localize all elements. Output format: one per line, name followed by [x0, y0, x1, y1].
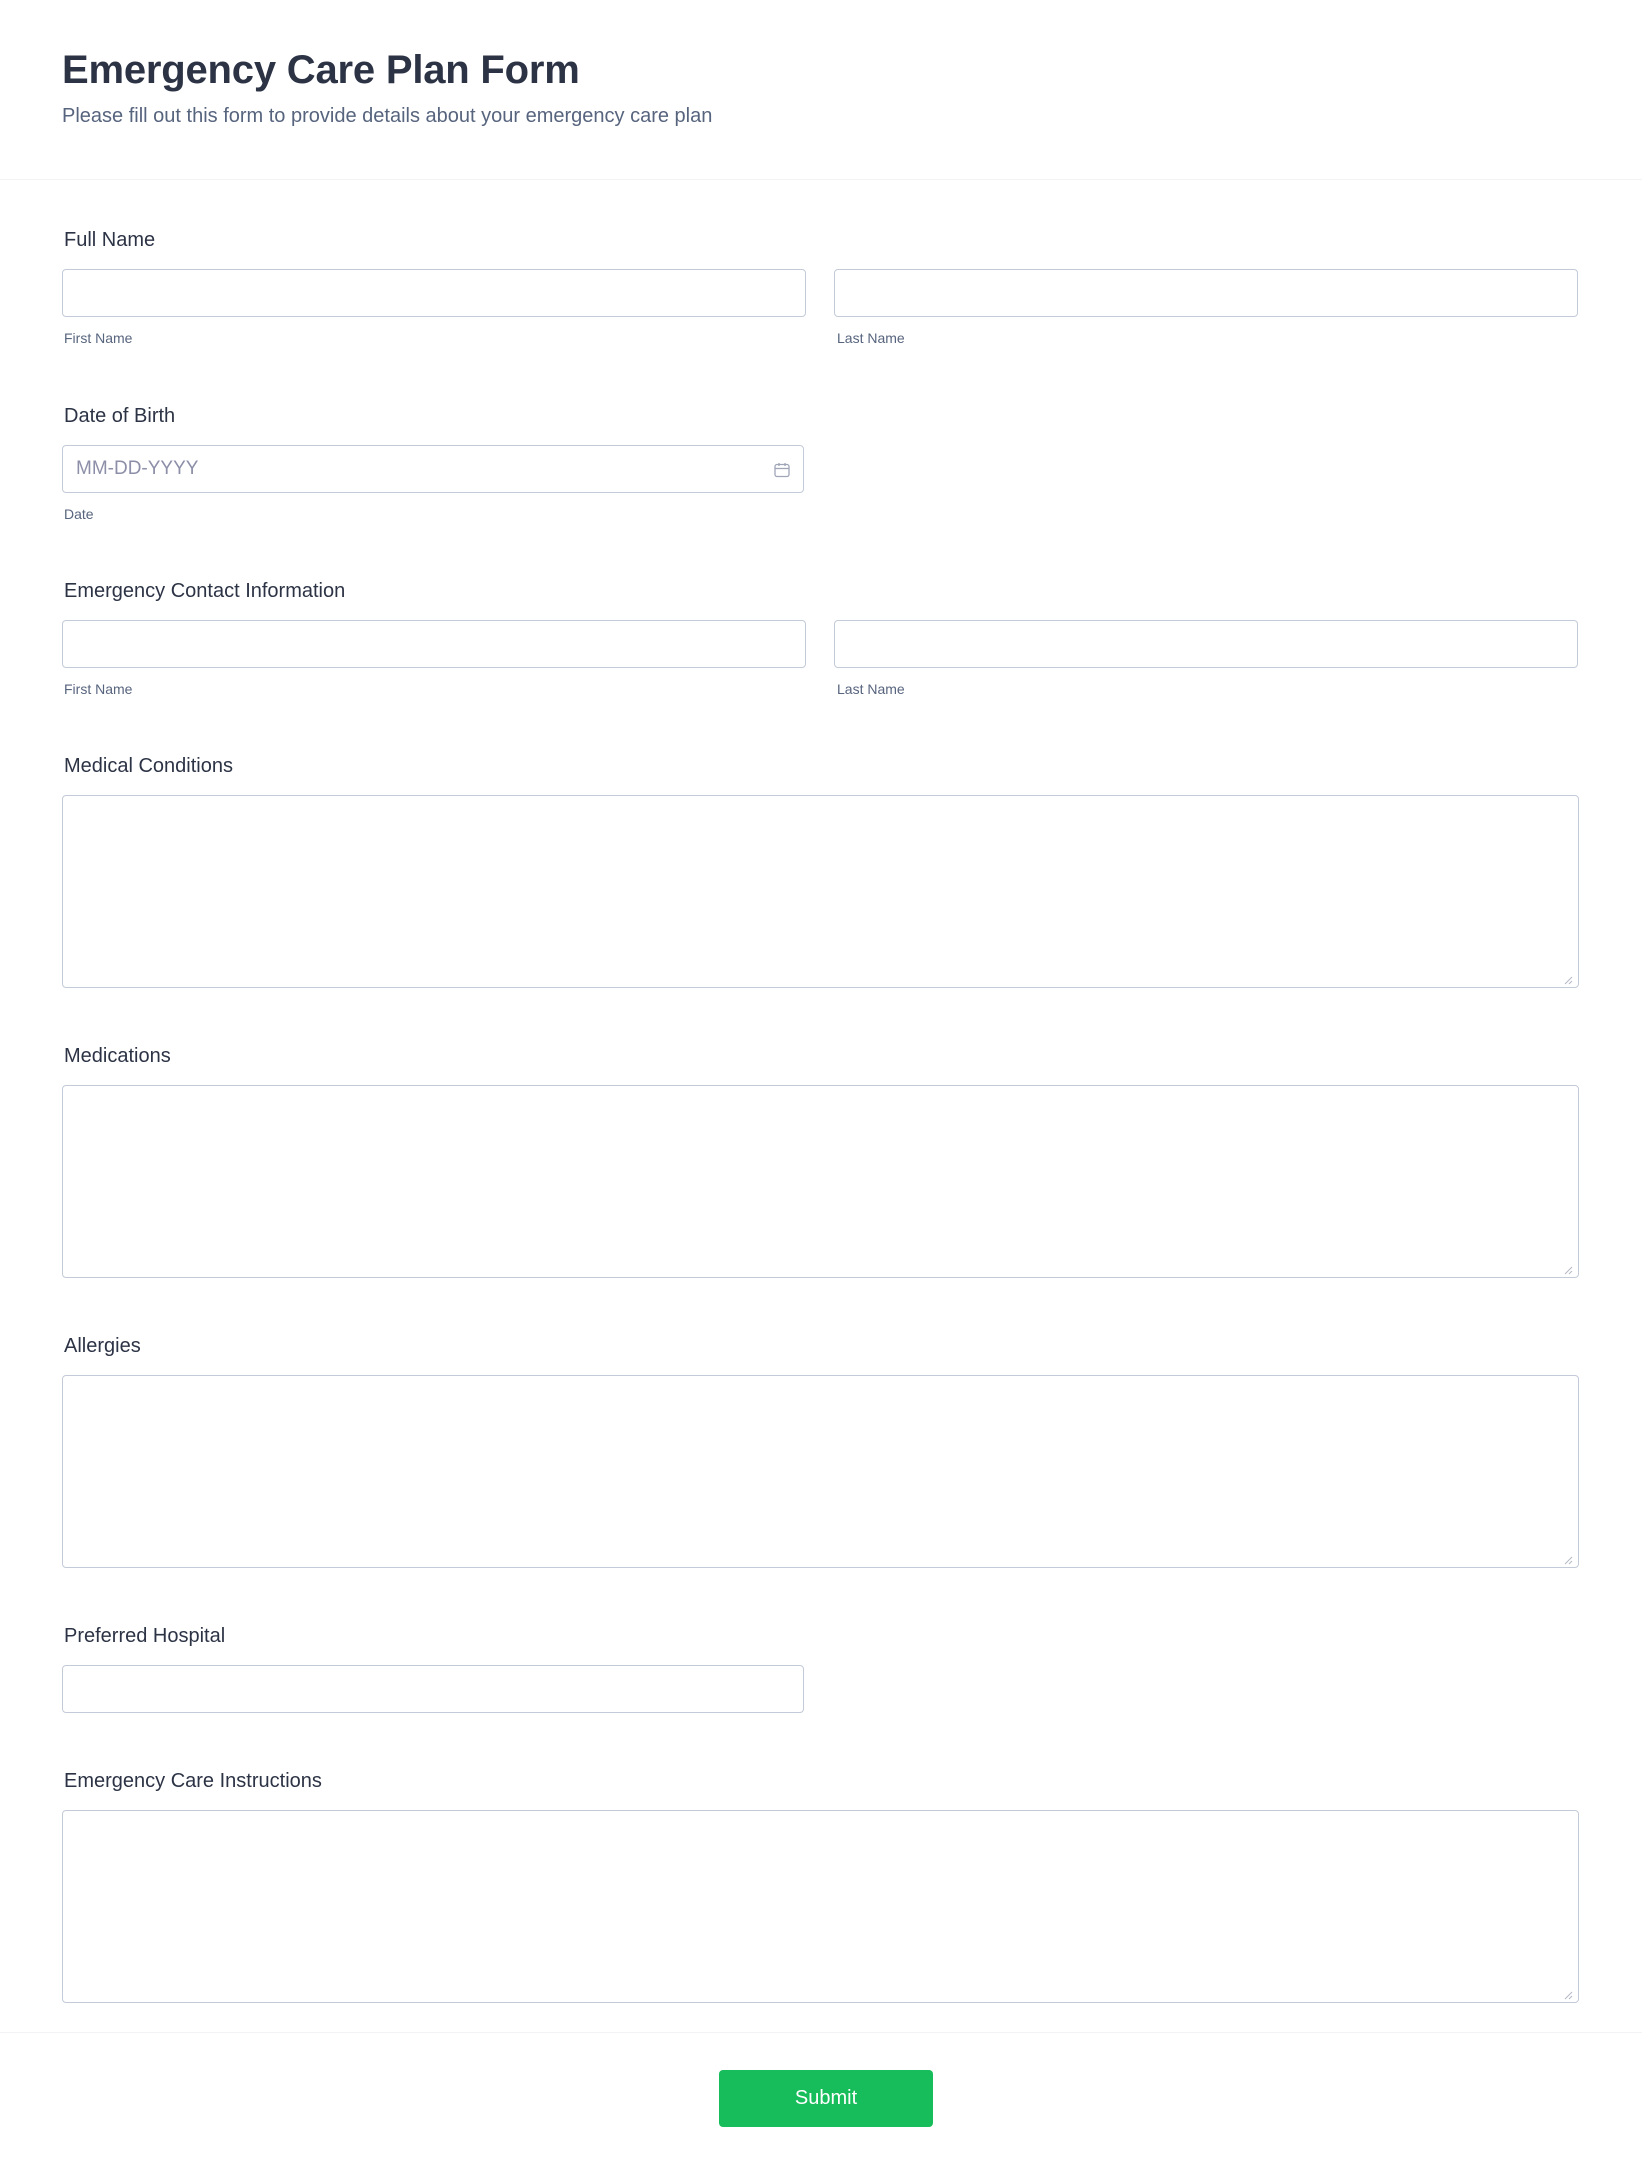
emergency-contact-last-sublabel: Last Name: [837, 681, 905, 697]
preferred-hospital-label: Preferred Hospital: [64, 1625, 226, 1647]
emergency-contact-label: Emergency Contact Information: [64, 580, 346, 602]
full-name-last-input[interactable]: [834, 269, 1578, 317]
medications-label: Medications: [64, 1045, 171, 1067]
resize-handle-icon[interactable]: [1563, 972, 1573, 982]
resize-handle-icon[interactable]: [1563, 1262, 1573, 1272]
dob-input[interactable]: [62, 445, 804, 493]
care-instructions-textarea[interactable]: [62, 1810, 1579, 2003]
allergies-textarea[interactable]: [62, 1375, 1579, 1568]
form-header: [0, 0, 1642, 180]
calendar-icon[interactable]: [773, 461, 791, 479]
dob-label: Date of Birth: [64, 405, 176, 427]
preferred-hospital-input[interactable]: [62, 1665, 804, 1713]
submit-button[interactable]: Submit: [719, 2070, 933, 2127]
form-subtitle: Please fill out this form to provide details about your emergency care plan: [62, 105, 713, 127]
full-name-first-input[interactable]: [62, 269, 806, 317]
emergency-contact-first-input[interactable]: [62, 620, 806, 668]
emergency-contact-first-sublabel: First Name: [64, 681, 133, 697]
full-name-first-sublabel: First Name: [64, 330, 133, 346]
emergency-contact-last-input[interactable]: [834, 620, 1578, 668]
allergies-label: Allergies: [64, 1335, 141, 1357]
medications-textarea[interactable]: [62, 1085, 1579, 1278]
full-name-label: Full Name: [64, 229, 156, 251]
form-title: Emergency Care Plan Form: [62, 48, 580, 92]
medical-conditions-textarea[interactable]: [62, 795, 1579, 988]
resize-handle-icon[interactable]: [1563, 1552, 1573, 1562]
care-instructions-label: Emergency Care Instructions: [64, 1770, 322, 1792]
resize-handle-icon[interactable]: [1563, 1987, 1573, 1997]
medical-conditions-label: Medical Conditions: [64, 755, 233, 777]
full-name-last-sublabel: Last Name: [837, 330, 905, 346]
dob-placeholder: MM-DD-YYYY: [76, 458, 199, 479]
dob-sublabel: Date: [64, 506, 94, 522]
